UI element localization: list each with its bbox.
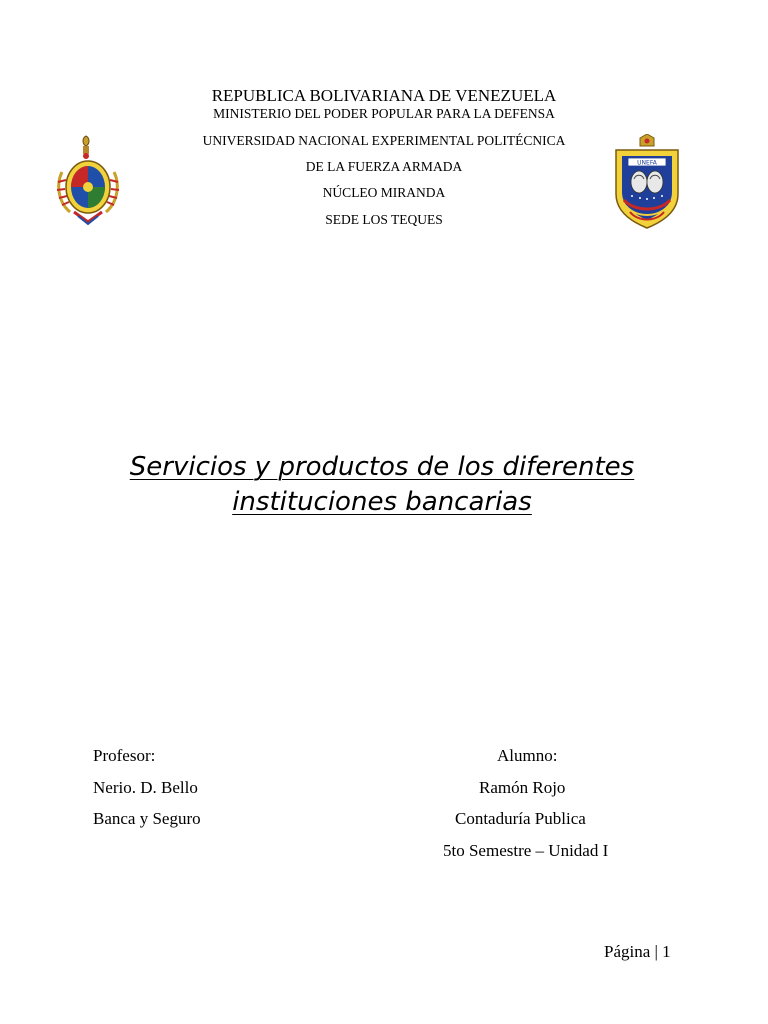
svg-text:UNEFA: UNEFA	[637, 159, 657, 167]
header-nucleo: NÚCLEO MIRANDA	[322, 185, 446, 200]
page-number: Página | 1	[604, 942, 671, 961]
header-fuerza-armada: DE LA FUERZA ARMADA	[305, 159, 463, 174]
military-coat-of-arms-icon	[52, 132, 124, 226]
professor-name: Nerio. D. Bello	[93, 778, 198, 797]
document-title-line-1: Servicios y productos de los diferentes	[129, 452, 635, 482]
professor-course: Banca y Seguro	[93, 809, 201, 828]
unefa-shield-icon	[610, 134, 684, 232]
student-name: Ramón Rojo	[479, 778, 566, 797]
header-republic: REPUBLICA BOLIVARIANA DE VENEZUELA	[211, 86, 557, 105]
student-semester: 5to Semestre – Unidad I	[443, 841, 609, 860]
student-career: Contaduría Publica	[455, 809, 586, 828]
header-university: UNIVERSIDAD NACIONAL EXPERIMENTAL POLITÉCNICA	[202, 133, 566, 148]
professor-label: Profesor:	[93, 746, 156, 765]
header-sede: SEDE LOS TEQUES	[325, 212, 443, 227]
header-ministry: MINISTERIO DEL PODER POPULAR PARA LA DEFENSA	[213, 106, 555, 121]
student-label: Alumno:	[497, 746, 558, 765]
document-title-line-2: instituciones bancarias	[232, 487, 532, 517]
